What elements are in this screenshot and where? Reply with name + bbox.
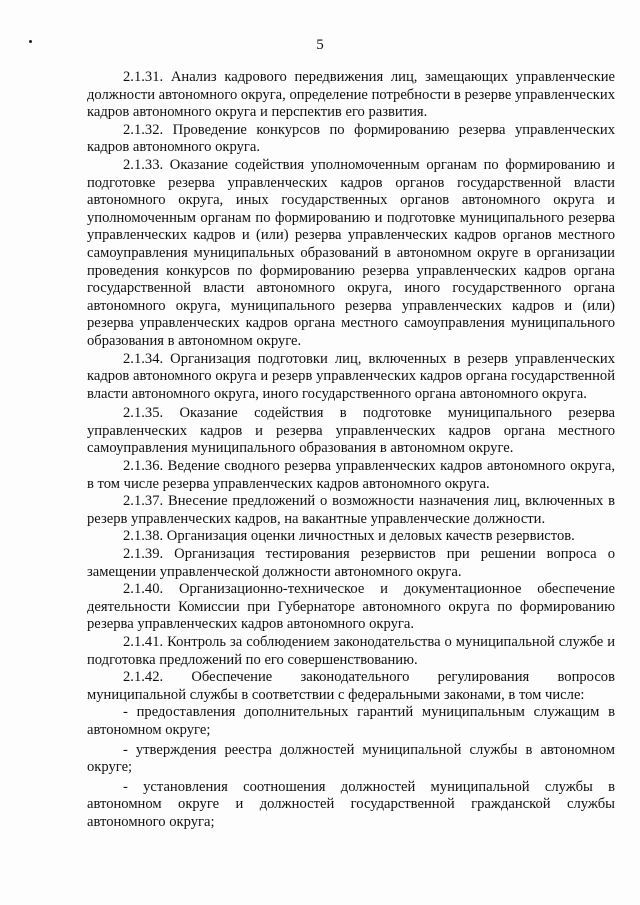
list-item-guarantees: - предоставления дополнительных гарантий муниципальным служащим в автономном округе; (87, 704, 615, 738)
paragraph-2-1-33: 2.1.33. Оказание содействия уполномоченным органам по формированию и подготовке резерва управленческих кадров органов государственной власти автономного округа, иных государственных органов автономного округа и уполномоченным органам по формированию и подготовке муниципального резерва управленческих кадров и (или) резерва управленческих кадров органов местного самоуправления муниципальных образований в автономном округе в организации проведения конкурсов по формированию резерва управленческих кадров органа государственной власти автономного округа, иного государственного органа автономного округа, муниципального резерва управленческих кадров и (или) резерва управленческих кадров органа местного самоуправления муниципального образования в автономном округе. (87, 156, 615, 349)
paragraph-2-1-37: 2.1.37. Внесение предложений о возможности назначения лиц, включенных в резерв управленческих кадров, на вакантные управленческие должности. (87, 493, 615, 527)
paragraph-2-1-34: 2.1.34. Организация подготовки лиц, включенных в резерв управленческих кадров автономного округа и резерв управленческих кадров органа государственной власти автономного округа, иного государственного органа автономного округа. (87, 350, 615, 402)
list-item-correlation: - установления соотношения должностей муниципальной службы в автономном округе и должностей государственной гражданской службы автономного округа; (87, 778, 615, 830)
paragraph-2-1-39: 2.1.39. Организация тестирования резервистов при решении вопроса о замещении управленческой должности автономного округа. (87, 546, 615, 580)
page-number: 5 (316, 37, 324, 53)
paragraph-2-1-35: 2.1.35. Оказание содействия в подготовке муниципального резерва управленческих кадров и резерва управленческих кадров органа местного самоуправления муниципального образования в автономном округе. (87, 405, 615, 457)
paragraph-2-1-31: 2.1.31. Анализ кадрового передвижения лиц, замещающих управленческие должности автономного округа, определение потребности в резерве управленческих кадров автономного округа и перспектив его развития. (87, 69, 615, 121)
paragraph-2-1-40: 2.1.40. Организационно-техническое и документационное обеспечение деятельности Комиссии при Губернаторе автономного округа по формированию резерва управленческих кадров автономного округа. (87, 581, 615, 633)
paragraph-2-1-38: 2.1.38. Организация оценки личностных и деловых качеств резервистов. (123, 528, 575, 545)
paragraph-2-1-36: 2.1.36. Ведение сводного резерва управленческих кадров автономного округа, в том числе резерва управленческих кадров автономного округа. (87, 458, 615, 492)
paragraph-2-1-42: 2.1.42. Обеспечение законодательного регулирования вопросов муниципальной службы в соответствии с федеральными законами, в том числе: (87, 669, 615, 703)
paragraph-2-1-41: 2.1.41. Контроль за соблюдением законодательства о муниципальной службе и подготовка предложений по его совершенствованию. (87, 634, 615, 668)
list-item-registry: - утверждения реестра должностей муниципальной службы в автономном округе; (87, 741, 615, 776)
document-body (87, 69, 615, 832)
paragraph-2-1-32: 2.1.32. Проведение конкурсов по формированию резерва управленческих кадров автономного округа. (87, 121, 615, 156)
